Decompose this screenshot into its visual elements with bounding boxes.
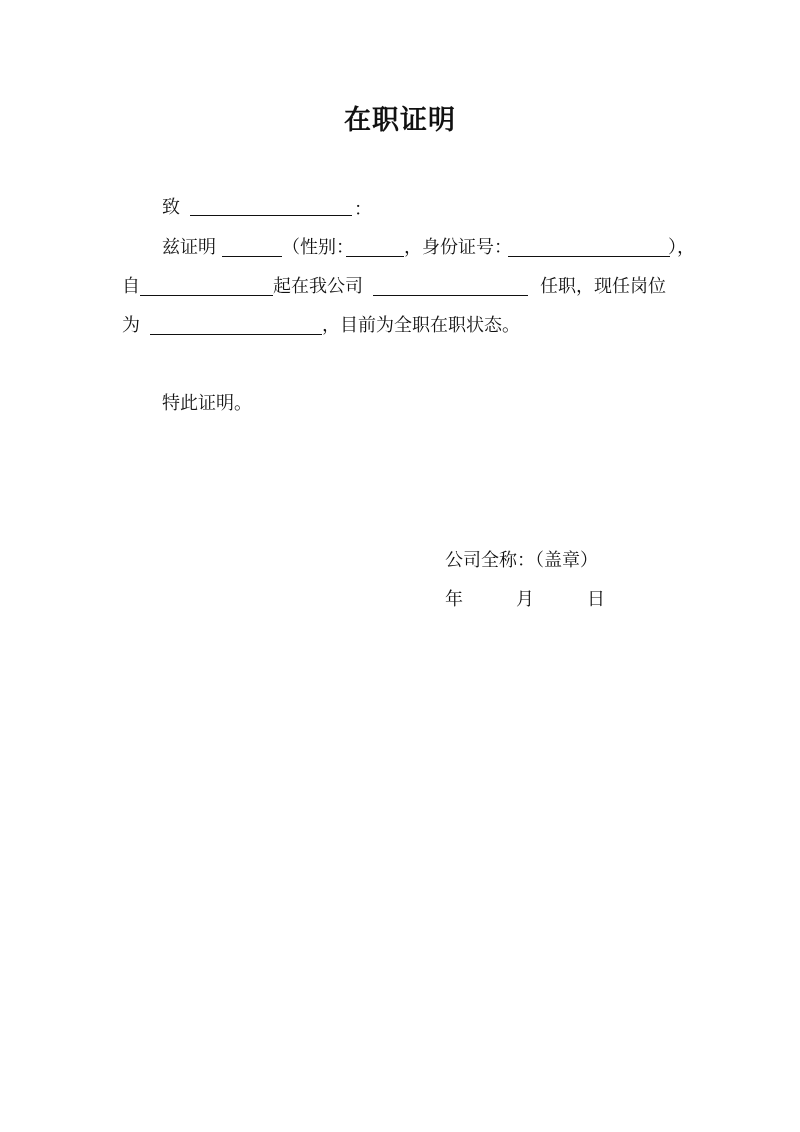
department-blank[interactable]	[373, 295, 528, 296]
date-day: 日	[587, 589, 605, 610]
status-text: ，目前为全职在职状态。	[322, 315, 520, 336]
date-month: 月	[516, 589, 534, 610]
start-date-blank[interactable]	[140, 295, 273, 296]
position-blank[interactable]	[150, 334, 322, 335]
as-text: 为	[122, 315, 140, 336]
line1-end: ），	[668, 237, 695, 258]
name-blank[interactable]	[222, 256, 282, 257]
company-text: 起在我公司	[273, 276, 363, 297]
since-text: 自	[122, 276, 140, 297]
date-year: 年	[445, 589, 463, 610]
company-seal-label: 公司全称：（盖章）	[445, 550, 598, 571]
gender-label: （性别：	[282, 237, 354, 258]
document-title: 在职证明	[344, 105, 456, 136]
id-number-label: ，身份证号：	[404, 237, 512, 258]
position-text: 任职，现任岗位	[540, 276, 666, 297]
closing-text: 特此证明。	[162, 393, 252, 414]
addressee-blank[interactable]	[190, 215, 352, 216]
gender-blank[interactable]	[346, 256, 404, 257]
addressee-suffix: ：	[354, 199, 372, 220]
id-number-blank[interactable]	[508, 256, 670, 257]
addressee-prefix: 致	[162, 197, 180, 218]
certify-text: 兹证明	[162, 237, 216, 258]
